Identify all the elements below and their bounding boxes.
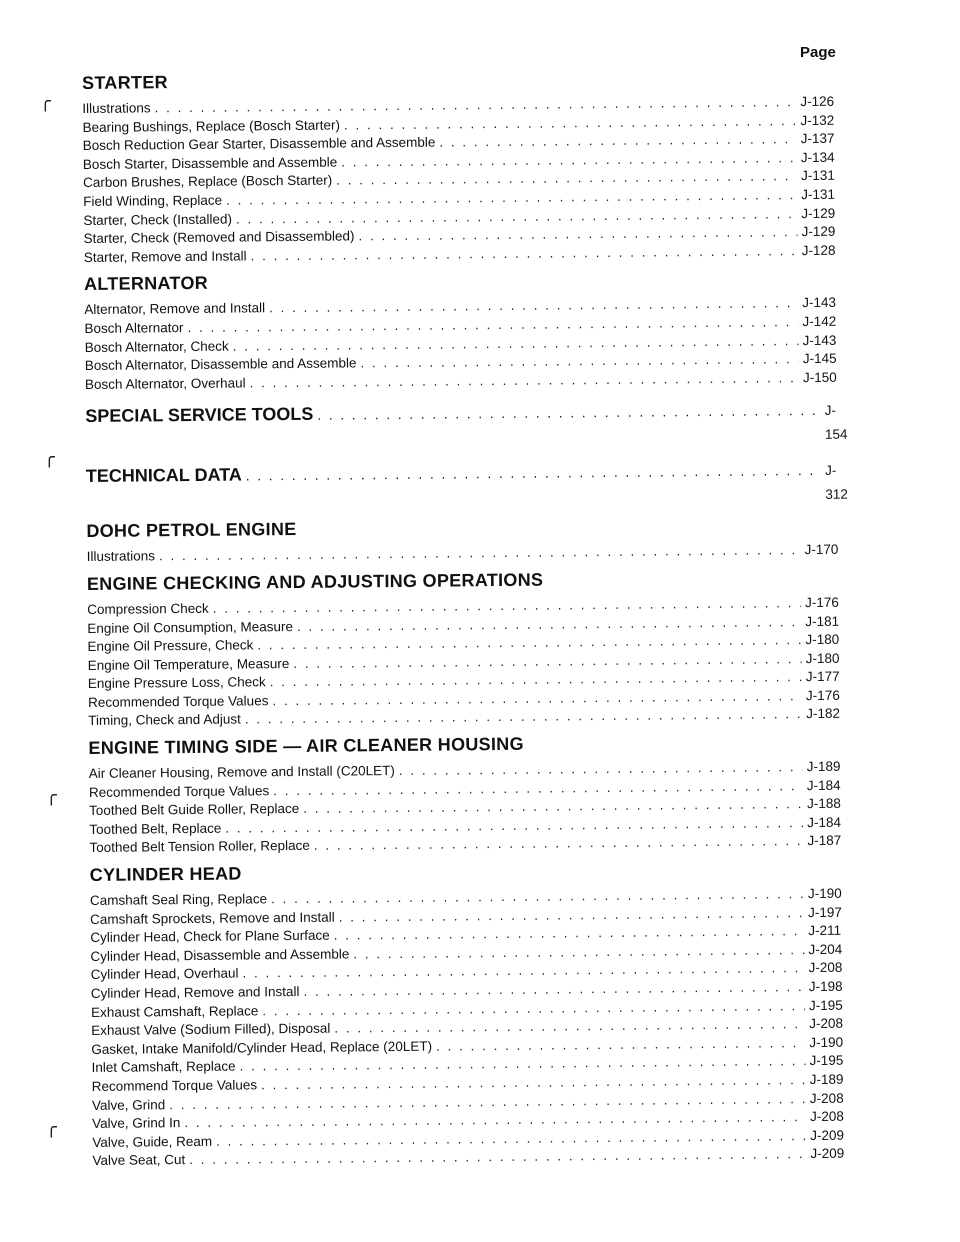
page-reference: J-208 — [808, 960, 843, 976]
entry-label: Recommend Torque Values — [91, 1077, 258, 1094]
page-reference: J-198 — [808, 978, 843, 995]
page-reference: J-208 — [809, 1108, 844, 1125]
page-reference: J-195 — [808, 997, 843, 1013]
toc-section — [82, 65, 846, 268]
page-reference: J-177 — [805, 669, 840, 685]
entry-label: Air Cleaner Housing, Remove and Install (C20LET) — [88, 763, 395, 782]
page-reference: J-142 — [802, 313, 837, 330]
section-title: ENGINE CHECKING AND ADJUSTING OPERATIONS — [86, 569, 544, 594]
page-reference: J-180 — [805, 631, 840, 648]
entry-label: Recommended Torque Values — [88, 782, 270, 800]
page-reference: J-143 — [802, 332, 837, 348]
margin-mark: ╭ — [40, 91, 51, 111]
entry-label: Camshaft Seal Ring, Replace — [89, 891, 268, 908]
entry-label: Bosch Alternator, Overhaul — [84, 375, 246, 392]
entry-label: Carbon Brushes, Replace (Bosch Starter) — [82, 172, 333, 191]
entry-label: Valve, Grind — [91, 1096, 166, 1113]
entry-label: Starter, Check (Installed) — [83, 211, 233, 228]
entry-label: Inlet Camshaft, Replace — [91, 1058, 236, 1076]
page-reference: J-180 — [805, 650, 840, 666]
page-reference: J-126 — [800, 93, 835, 110]
page-reference: J-312 — [824, 463, 848, 503]
entry-label: Engine Oil Consumption, Measure — [87, 618, 294, 636]
page-reference: J-150 — [802, 369, 837, 385]
page-reference: J-145 — [802, 350, 837, 367]
page-reference: J-211 — [808, 922, 842, 939]
page-reference: J-181 — [805, 613, 840, 629]
page-reference: J-128 — [801, 242, 836, 258]
dot-leader — [159, 541, 801, 566]
page-reference: J-209 — [810, 1127, 845, 1143]
margin-mark: ╭ — [46, 785, 57, 805]
entry-label: Bosch Reduction Gear Starter, Disassemble and Assemble — [82, 134, 436, 154]
toc-section — [90, 857, 855, 1171]
entry-label: Cylinder Head, Remove and Install — [90, 983, 300, 1001]
dot-leader — [251, 242, 798, 266]
page-reference: J-204 — [808, 941, 843, 957]
toc-section — [88, 730, 851, 858]
page-column-label: Page — [800, 44, 836, 61]
page-reference: J-197 — [808, 904, 842, 920]
entry-label: Recommended Torque Values — [87, 693, 269, 710]
entry-label: Field Winding, Replace — [83, 192, 223, 209]
entry-label: Illustrations — [86, 548, 156, 565]
entry-label: TECHNICAL DATA — [85, 464, 242, 487]
section-title: ENGINE TIMING SIDE — AIR CLEANER HOUSING — [88, 733, 524, 759]
section-headline-entry — [86, 457, 848, 514]
page-reference: J-176 — [805, 687, 840, 703]
page-reference: J-137 — [800, 130, 835, 147]
dot-leader — [245, 706, 803, 730]
entry-label: Bosch Alternator — [84, 319, 184, 336]
page-reference: J-189 — [809, 1071, 844, 1088]
entry-label: SPECIAL SERVICE TOOLS — [85, 404, 314, 427]
toc-section — [86, 513, 848, 567]
page-reference: J-131 — [801, 186, 836, 203]
page-reference: J-184 — [807, 814, 842, 830]
entry-label: Camshaft Sprockets, Remove and Install — [90, 909, 335, 927]
page-reference: J-154 — [824, 403, 848, 443]
page-reference: J-131 — [800, 168, 835, 184]
margin-mark: ╭ — [44, 447, 55, 467]
entry-label: Bosch Alternator, Disassemble and Assemble — [84, 355, 357, 374]
entry-label: Cylinder Head, Check for Plane Surface — [90, 927, 330, 946]
page-reference: J-129 — [801, 223, 836, 240]
page-reference: J-184 — [806, 777, 841, 793]
entry-label: Alternator, Remove and Install — [84, 300, 266, 318]
section-title: ALTERNATOR — [83, 273, 209, 295]
dot-leader — [317, 399, 821, 428]
page-reference: J-187 — [807, 833, 842, 849]
dot-leader — [246, 459, 821, 489]
entry-label: Engine Pressure Loss, Check — [87, 674, 266, 692]
toc-entry — [87, 541, 849, 567]
entry-label: Exhaust Camshaft, Replace — [90, 1002, 259, 1020]
page-reference: J-208 — [809, 1015, 844, 1032]
entry-label: Timing, Check and Adjust — [88, 711, 241, 729]
entry-label: Toothed Belt, Replace — [89, 820, 222, 837]
page-reference: J-195 — [809, 1053, 844, 1069]
entry-label: Gasket, Intake Manifold/Cylinder Head, Replace (20LET) — [91, 1038, 433, 1057]
toc-section — [87, 566, 850, 731]
entry-label: Valve, Guide, Ream — [92, 1133, 213, 1150]
section-title: DOHC PETROL ENGINE — [86, 519, 297, 542]
page-reference: J-182 — [806, 706, 841, 722]
page-reference: J-170 — [804, 542, 839, 558]
entry-label: Toothed Belt Guide Roller, Replace — [89, 801, 300, 819]
entry-label: Exhaust Valve (Sodium Filled), Disposal — [91, 1020, 331, 1039]
page-reference: J-132 — [800, 112, 835, 128]
entry-label: Engine Oil Pressure, Check — [87, 637, 254, 655]
entry-label: Bosch Starter, Disassemble and Assemble — [82, 154, 338, 172]
entry-label: Bearing Bushings, Replace (Bosch Starter) — [82, 117, 340, 135]
margin-mark: ╭ — [46, 1117, 57, 1137]
page-reference: J-208 — [809, 1090, 844, 1106]
section-headline-entry — [85, 397, 847, 454]
page-reference: J-134 — [800, 149, 835, 165]
section-title: CYLINDER HEAD — [89, 863, 242, 885]
page-reference: J-188 — [806, 795, 841, 812]
entry-label: Toothed Belt Tension Roller, Replace — [89, 838, 310, 856]
dot-leader — [314, 833, 804, 856]
entry-label: Compression Check — [87, 600, 209, 617]
entry-label: Cylinder Head, Disassemble and Assemble — [90, 946, 350, 964]
page-reference: J-190 — [809, 1034, 844, 1050]
entry-label: Valve, Grind In — [92, 1115, 181, 1132]
entry-label: Illustrations — [82, 100, 151, 116]
section-title: STARTER — [82, 72, 168, 93]
table-of-contents — [82, 65, 855, 1175]
entry-label: Bosch Alternator, Check — [84, 338, 229, 355]
page-reference: J-143 — [802, 295, 837, 311]
entry-label: Starter, Remove and Install — [83, 248, 247, 265]
entry-label: Engine Oil Temperature, Measure — [87, 655, 290, 673]
page-reference: J-189 — [806, 758, 841, 775]
entry-label: Valve Seat, Cut — [92, 1152, 186, 1169]
page-reference: J-129 — [801, 205, 836, 221]
entry-label: Starter, Check (Removed and Disassembled) — [83, 228, 355, 247]
page-reference: J-190 — [807, 885, 842, 902]
dot-leader — [250, 369, 800, 393]
toc-section — [84, 266, 847, 394]
page-reference: J-209 — [810, 1146, 845, 1162]
page-reference: J-176 — [805, 594, 839, 610]
entry-label: Cylinder Head, Overhaul — [90, 965, 239, 983]
